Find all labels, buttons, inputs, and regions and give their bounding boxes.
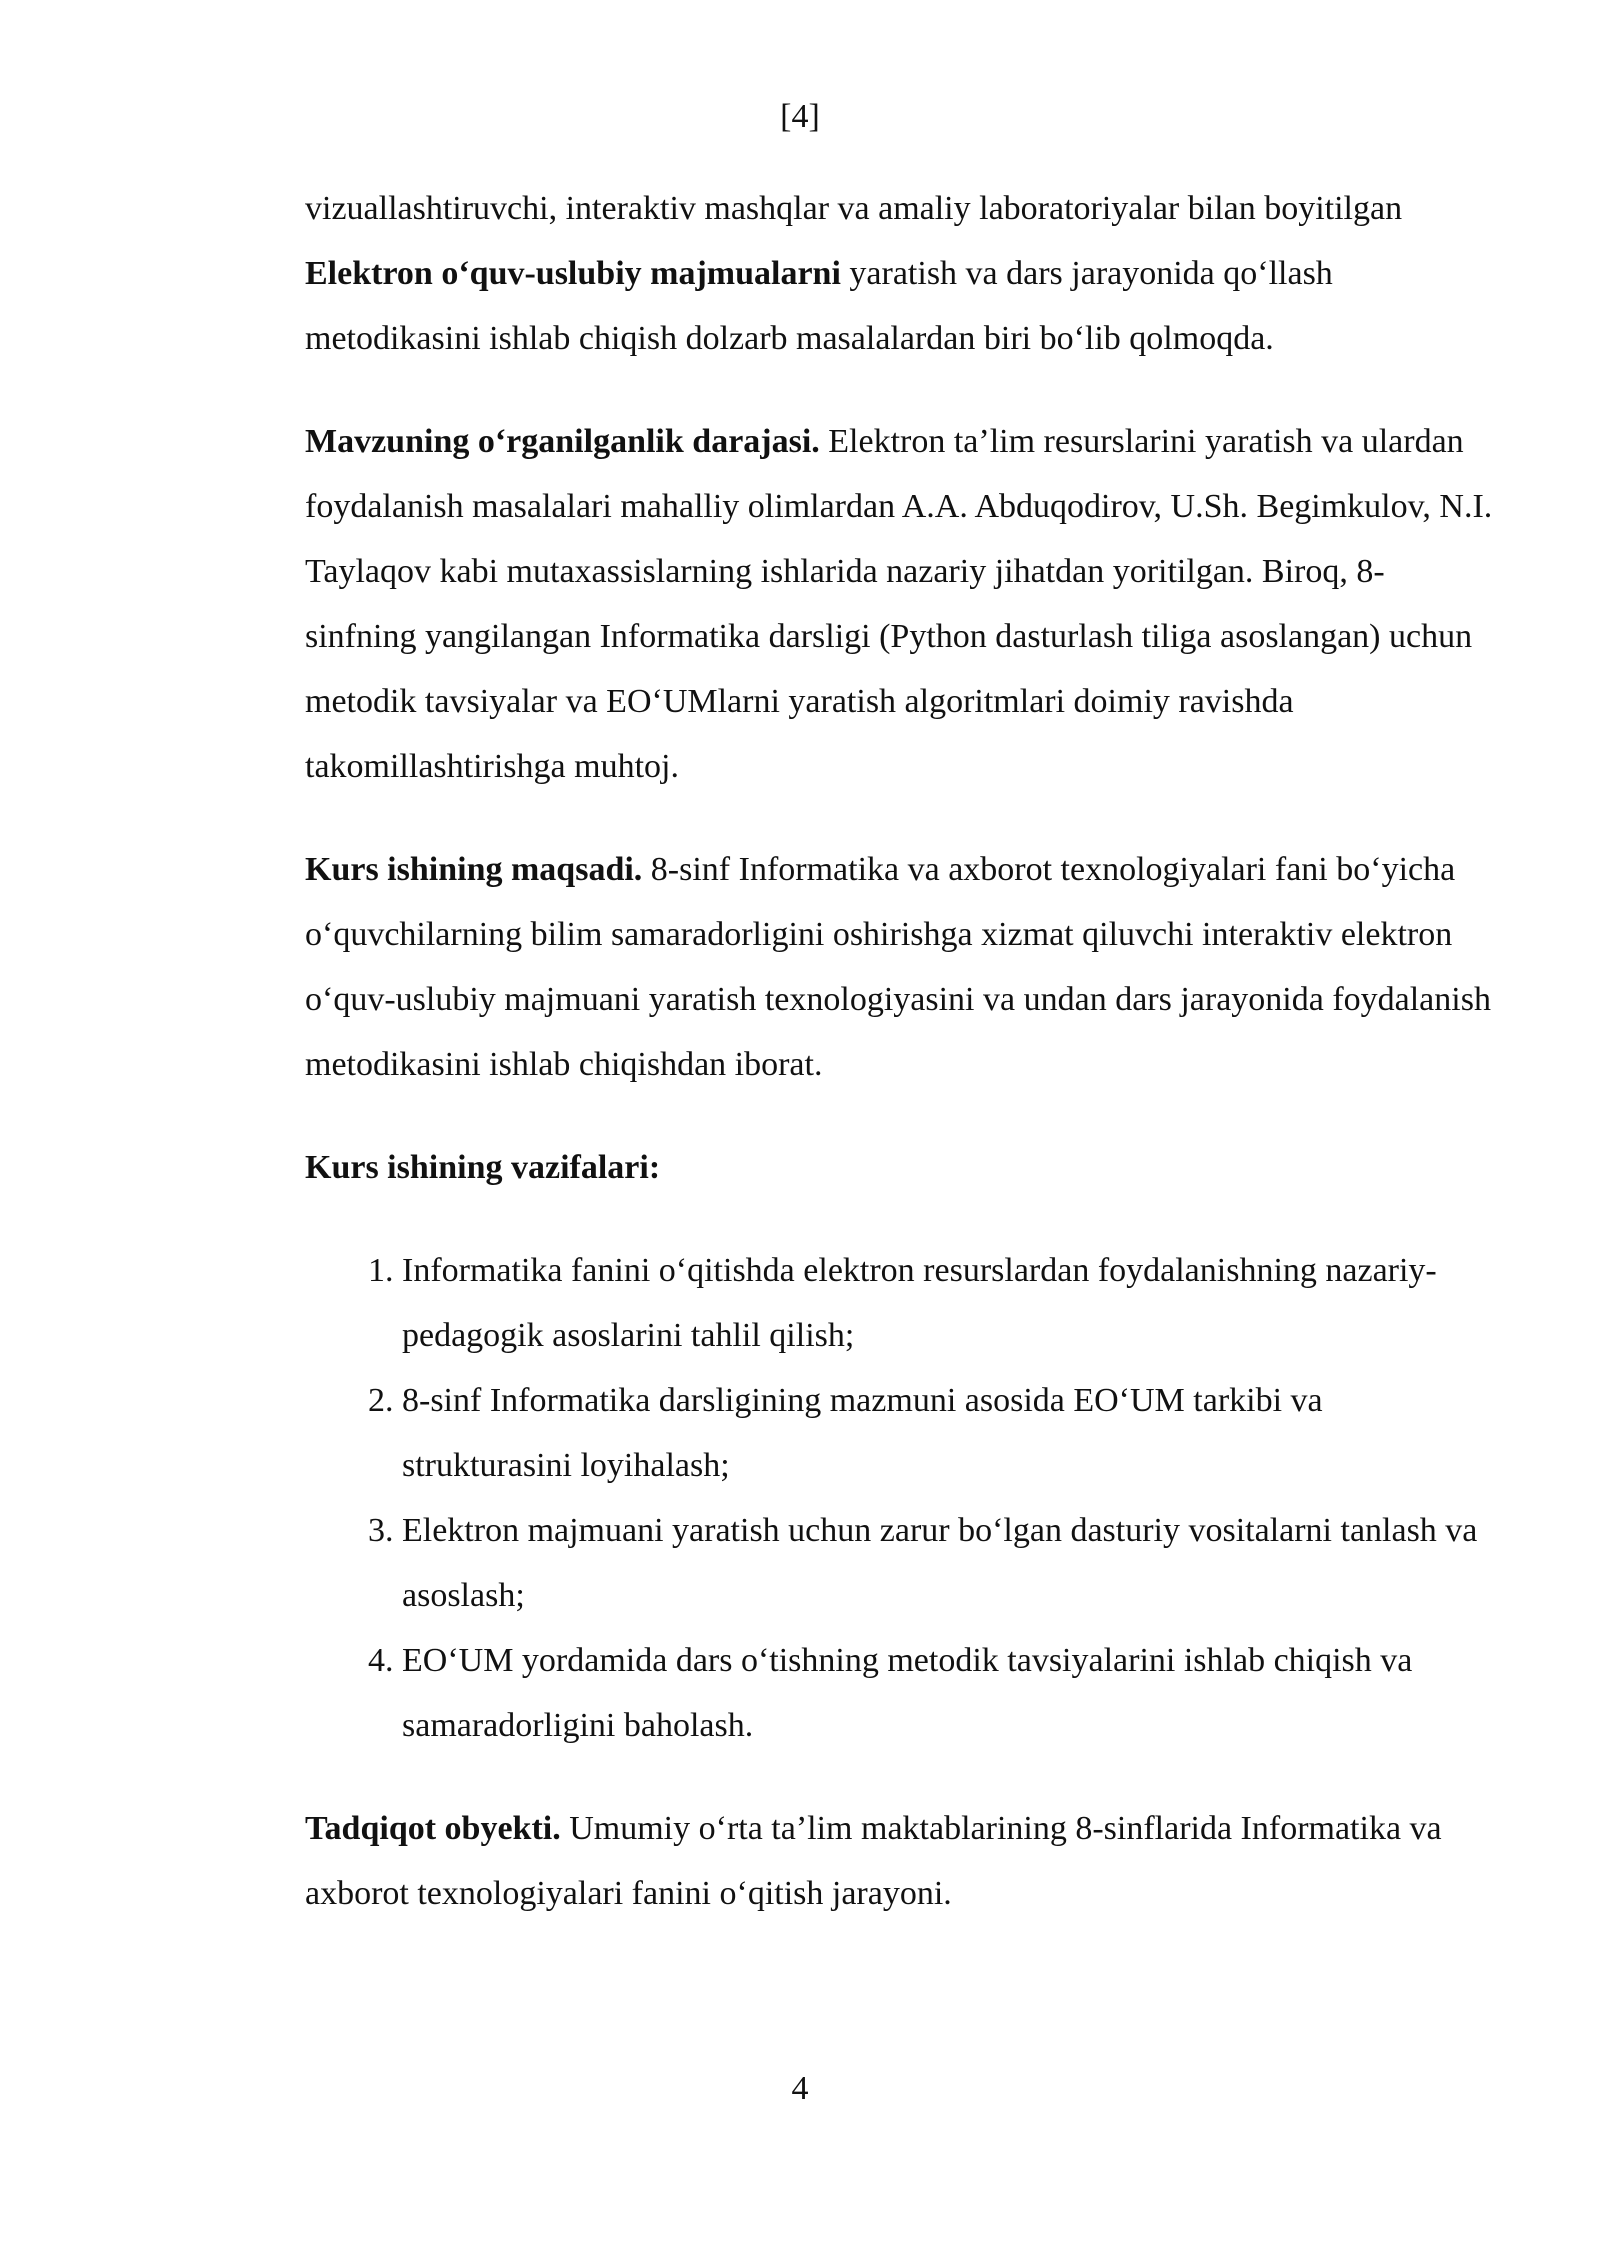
- tasks-heading: Kurs ishining vazifalari:: [305, 1149, 661, 1186]
- object-title: Tadqiqot obyekti.: [305, 1810, 561, 1847]
- study-level-paragraph: [305, 409, 1495, 799]
- object-text: Umumiy o‘rta ta’lim maktablarining 8-sinflarida Informatika va axborot texnologiyalari fanini o‘qitish jarayoni.: [305, 1810, 1442, 1912]
- study-level-title: Mavzuning o‘rganilganlik darajasi.: [305, 423, 820, 460]
- task-item-1: 1. Informatika fanini o‘qitishda elektron resurslardan foydalanishning nazariy-pedagogik asoslarini tahlil qilish;: [402, 1238, 1495, 1368]
- document-body: [305, 176, 1495, 1964]
- page-number: 4: [791, 2070, 809, 2107]
- task-item-4: 4. EO‘UM yordamida dars o‘tishning metodik tavsiyalarini ishlab chiqish va samaradorligini baholash.: [402, 1628, 1495, 1758]
- page-header-marker: [4]: [780, 98, 820, 135]
- study-level-text: Elektron ta’lim resurslarini yaratish va ulardan foydalanish masalalari mahalliy olimlardan A.A. Abduqodirov, U.Sh. Begimkulov, N.I. Taylaqov kabi mutaxassislarning ishlarida nazariy jihatdan yoritilgan. Biroq, 8-sinfning yangilangan Informatika darsligi (Python dasturlash tiliga asoslangan) uchun metodik tavsiyalar va EO‘UMlarni yaratish algoritmlari doimiy ravishda takomillashtirishga muhtoj.: [305, 423, 1493, 785]
- goal-paragraph: [305, 837, 1495, 1097]
- intro-paragraph: [305, 176, 1495, 371]
- tasks-list: [305, 1238, 1495, 1758]
- goal-text: 8-sinf Informatika va axborot texnologiyalari fani bo‘yicha o‘quvchilarning bilim samaradorligini oshirishga xizmat qiluvchi interaktiv elektron o‘quv-uslubiy majmuani yaratish texnologiyasini va undan dars jarayonida foydalanish metodikasini ishlab chiqishdan iborat.: [305, 851, 1491, 1083]
- intro-bold-term: Elektron o‘quv-uslubiy majmualarni: [305, 255, 841, 292]
- object-paragraph: [305, 1796, 1495, 1926]
- task-item-2: 2. 8-sinf Informatika darsligining mazmuni asosida EO‘UM tarkibi va strukturasini loyihalash;: [402, 1368, 1495, 1498]
- goal-title: Kurs ishining maqsadi.: [305, 851, 643, 888]
- intro-text-end: yaratish va dars jarayonida qo‘llash metodikasini ishlab chiqish dolzarb masalalardan biri bo‘lib qolmoqda.: [305, 255, 1333, 357]
- task-item-3: 3. Elektron majmuani yaratish uchun zarur bo‘lgan dasturiy vositalarni tanlash va asoslash;: [402, 1498, 1495, 1628]
- intro-text-start: vizuallashtiruvchi, interaktiv mashqlar va amaliy laboratoriyalar bilan boyitilgan: [305, 190, 1403, 227]
